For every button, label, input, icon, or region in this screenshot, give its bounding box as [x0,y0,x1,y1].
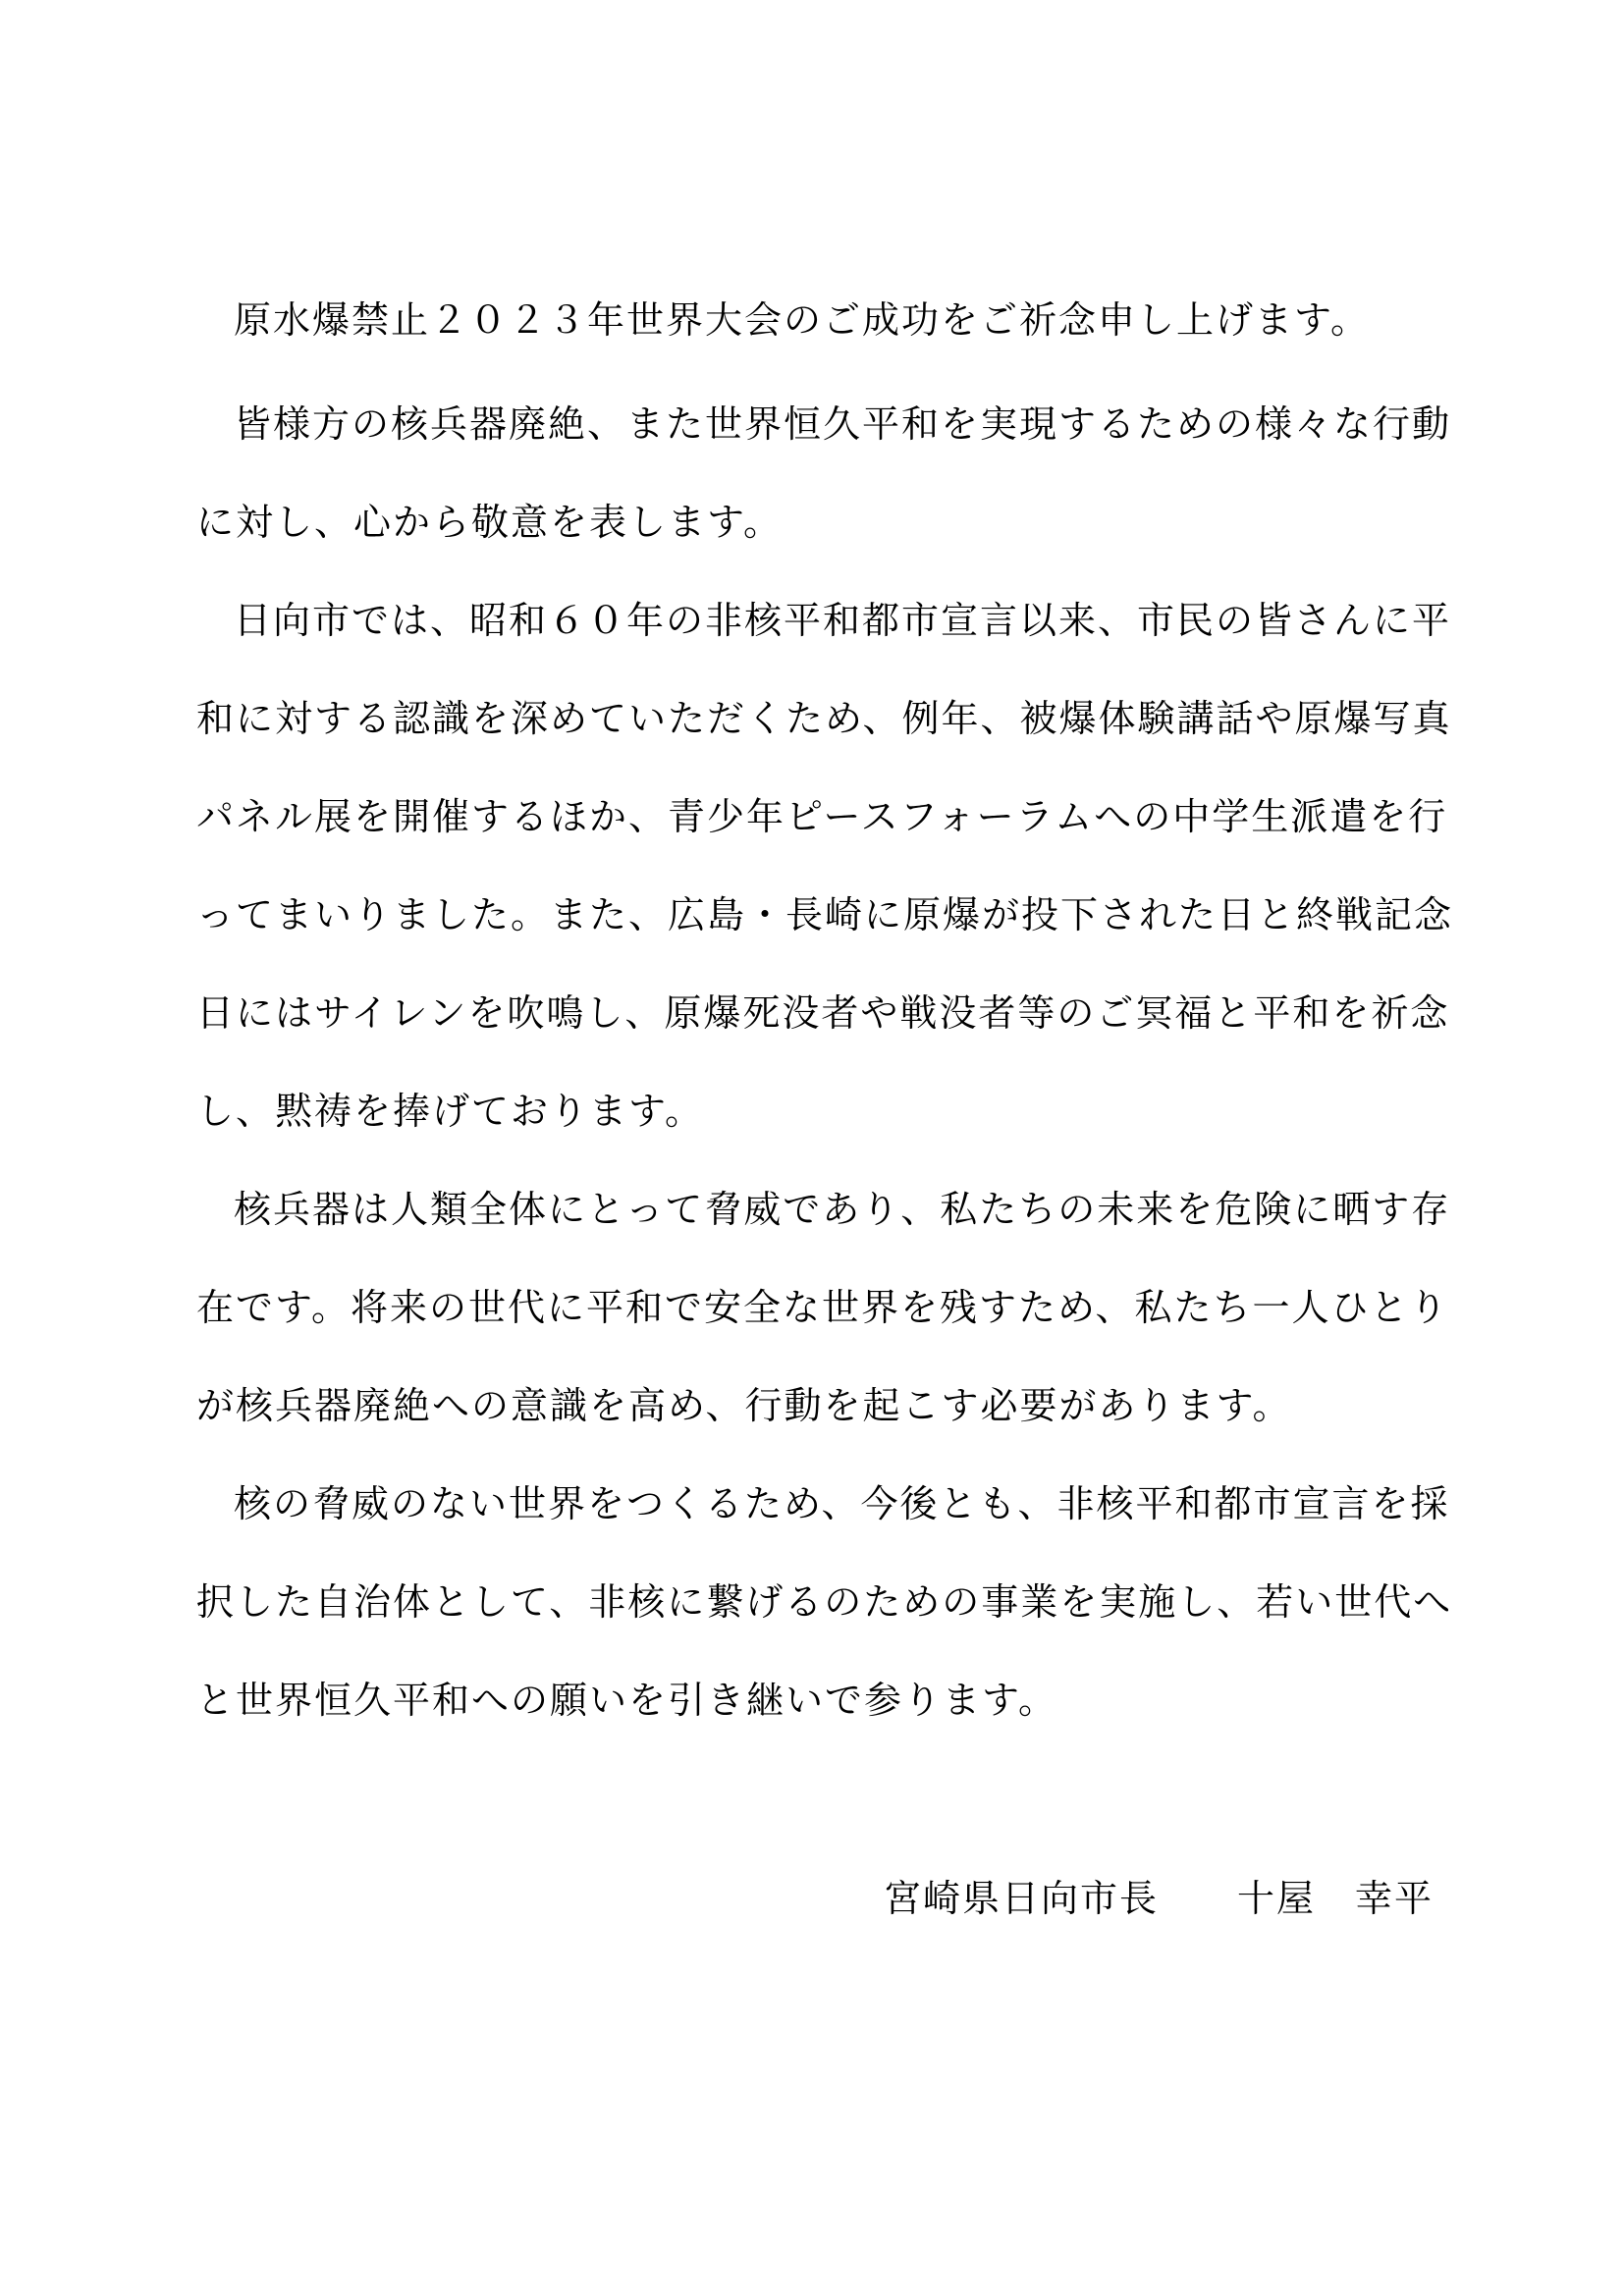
paragraph-1-line-1: 原水爆禁止２０２３年世界大会のご成功をご祈念申し上げます。 [234,298,1370,342]
paragraph-4-line-1: 核兵器は人類全体にとって脅威であり、私たちの未来を危険に晒す存 [234,1188,1451,1231]
paragraph-4-line-3: が核兵器廃絶への意識を高め、行動を起こす必要があります。 [196,1384,1292,1427]
paragraph-5-line-2: 択した自治体として、非核に繋げるのための事業を実施し、若い世代へ [196,1580,1453,1624]
paragraph-3-line-3: パネル展を開催するほか、青少年ピースフォーラムへの中学生派遣を行 [196,795,1448,838]
signature: 宮崎県日向市長 十屋 幸平 [884,1877,1435,1920]
paragraph-3-line-5: 日にはサイレンを吹鳴し、原爆死没者や戦没者等のご冥福と平和を祈念 [196,991,1450,1035]
paragraph-3-line-2: 和に対する認識を深めていただくため、例年、被爆体験講話や原爆写真 [196,697,1452,740]
paragraph-3-line-6: し、黙祷を捧げております。 [196,1090,704,1133]
paragraph-2-line-1: 皆様方の核兵器廃絶、また世界恒久平和を実現するための様々な行動 [234,402,1452,446]
paragraph-3-line-4: ってまいりました。また、広島・長崎に原爆が投下された日と終戦記念 [196,893,1454,936]
paragraph-3-line-1: 日向市では、昭和６０年の非核平和都市宣言以来、市民の皆さんに平 [234,599,1452,642]
paragraph-5-line-3: と世界恒久平和への願いを引き継いで参ります。 [196,1679,1057,1722]
paragraph-5-line-1: 核の脅威のない世界をつくるため、今後とも、非核平和都市宣言を採 [234,1482,1450,1525]
paragraph-2-line-2: に対し、心から敬意を表します。 [196,501,783,544]
paragraph-4-line-2: 在です。将来の世代に平和で安全な世界を残すため、私たち一人ひとり [196,1286,1449,1329]
